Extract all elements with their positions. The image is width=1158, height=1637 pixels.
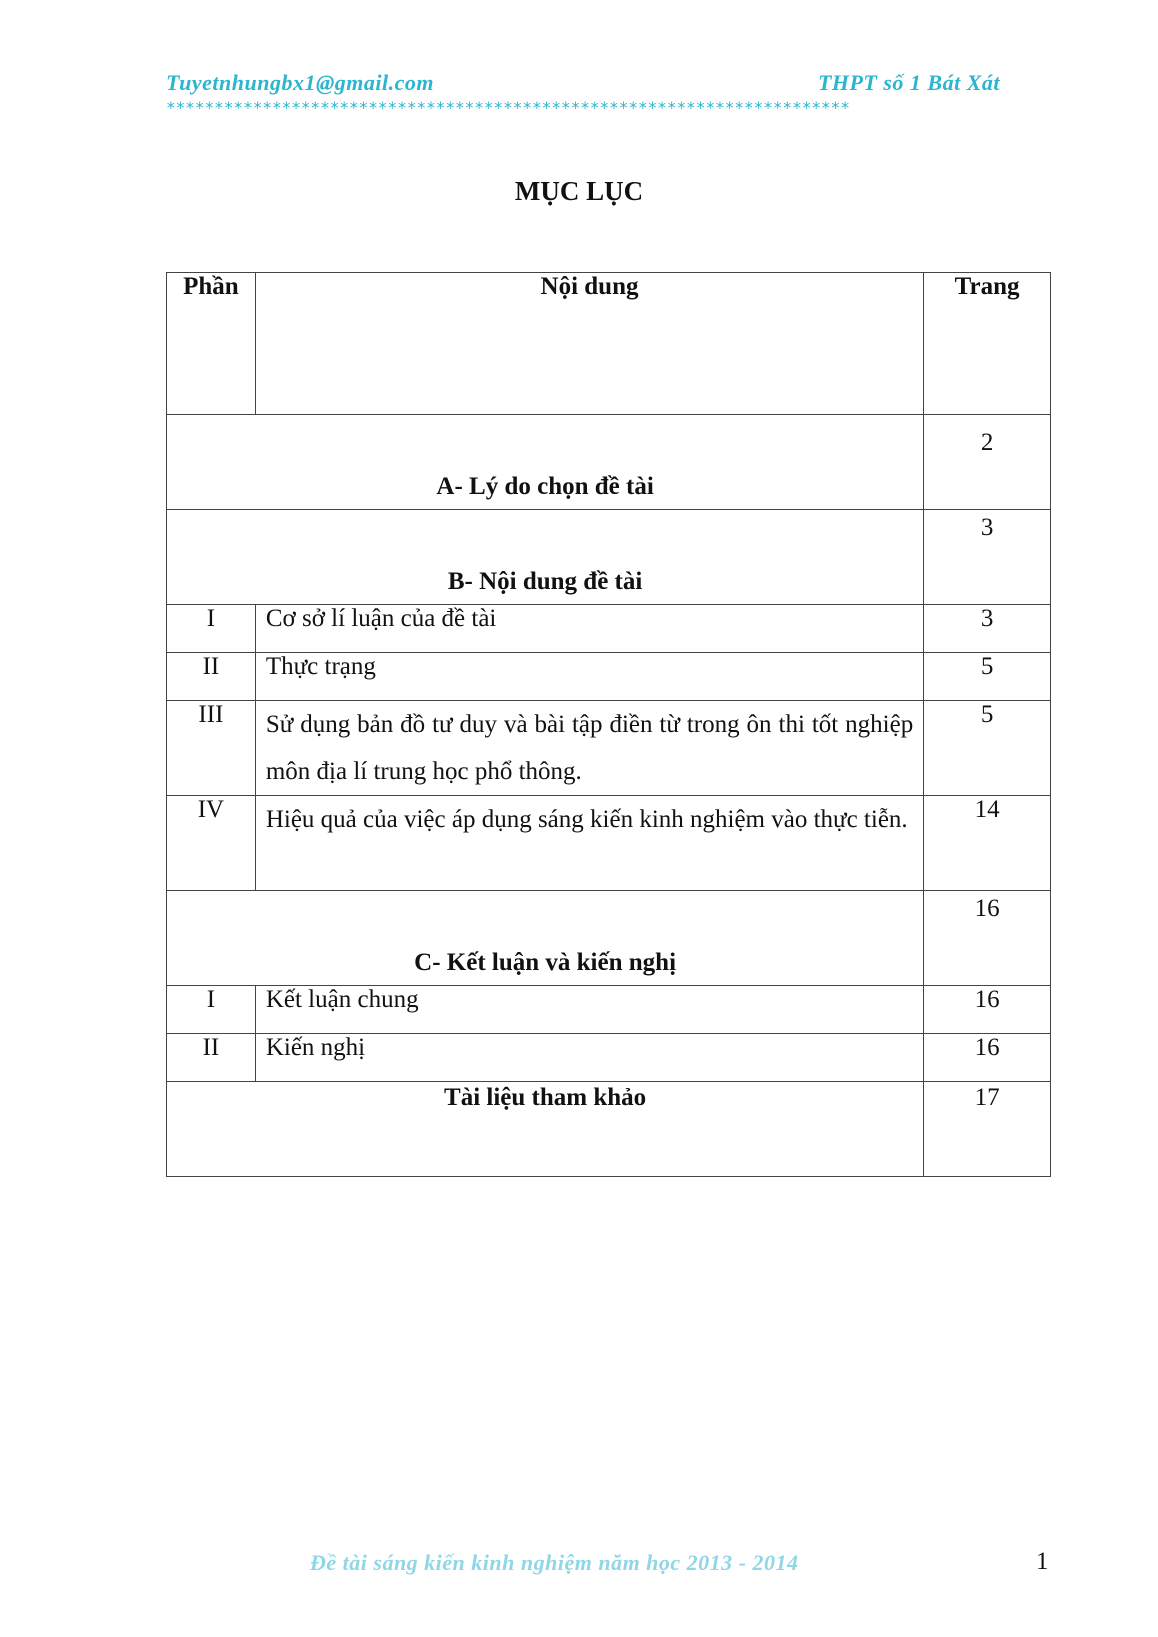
table-row	[167, 701, 1051, 796]
footer-text: Đề tài sáng kiến kinh nghiệm năm học 2013 - 2014	[310, 1550, 799, 1575]
row-text: Kết luận chung	[255, 986, 923, 1034]
header-divider: ***********************************************************************	[166, 98, 850, 117]
table-row	[167, 653, 1051, 701]
row-text: Hiệu quả của việc áp dụng sáng kiến kinh nghiệm vào thực tiễn.	[255, 796, 923, 891]
row-page: 14	[924, 796, 1051, 891]
table-row	[167, 796, 1051, 891]
section-a-row	[167, 415, 1051, 510]
references-page: 17	[924, 1082, 1051, 1177]
row-num: I	[167, 986, 256, 1034]
header-content: Nội dung	[255, 273, 923, 415]
row-page: 3	[924, 605, 1051, 653]
references-title: Tài liệu tham khảo	[167, 1082, 924, 1177]
page-title: MỤC LỤC	[514, 176, 644, 206]
section-b-title: B- Nội dung đề tài	[167, 510, 924, 605]
table-row	[167, 986, 1051, 1034]
header-school: THPT số 1 Bát Xát	[817, 70, 1000, 95]
header-part: Phần	[167, 273, 256, 415]
section-b-row	[167, 510, 1051, 605]
section-c-page: 16	[924, 891, 1051, 986]
row-text: Cơ sở lí luận của đề tài	[255, 605, 923, 653]
section-b-page: 3	[924, 510, 1051, 605]
row-num: III	[167, 701, 256, 796]
row-page: 16	[924, 1034, 1051, 1082]
row-text: Kiến nghị	[255, 1034, 923, 1082]
row-text: Sử dụng bản đồ tư duy và bài tập điền từ trong ôn thi tốt nghiệp môn địa lí trung học phổ thông.	[255, 701, 923, 796]
row-page: 16	[924, 986, 1051, 1034]
page-number: 1	[1036, 1548, 1049, 1575]
table-header-row	[167, 273, 1051, 415]
references-row	[167, 1082, 1051, 1177]
table-row	[167, 1034, 1051, 1082]
row-page: 5	[924, 701, 1051, 796]
section-a-title: A- Lý do chọn đề tài	[167, 415, 924, 510]
header-page: Trang	[924, 273, 1051, 415]
row-text: Thực trạng	[255, 653, 923, 701]
section-c-title: C- Kết luận và kiến nghị	[167, 891, 924, 986]
table-row	[167, 605, 1051, 653]
row-num: II	[167, 1034, 256, 1082]
header-email: Tuyetnhungbx1@gmail.com	[166, 70, 434, 95]
section-c-row	[167, 891, 1051, 986]
row-num: II	[167, 653, 256, 701]
row-page: 5	[924, 653, 1051, 701]
toc-table	[166, 272, 1051, 1177]
row-num: I	[167, 605, 256, 653]
row-num: IV	[167, 796, 256, 891]
section-a-page: 2	[924, 415, 1051, 510]
